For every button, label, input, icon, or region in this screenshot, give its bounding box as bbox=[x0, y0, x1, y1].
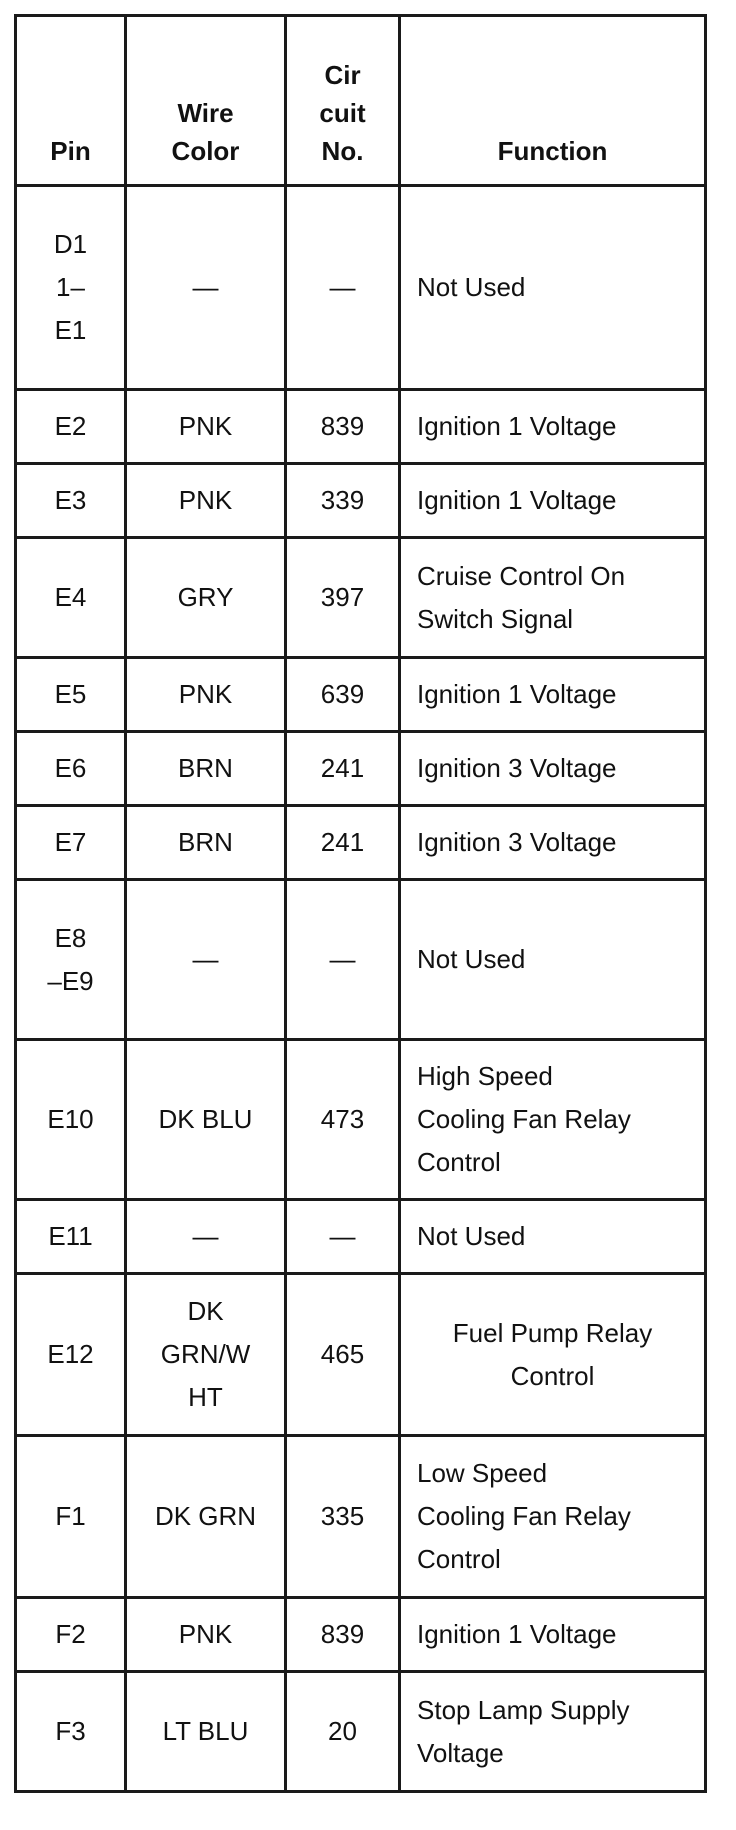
wire-color-cell bbox=[126, 1200, 286, 1274]
pin-cell-line: E2 bbox=[54, 411, 87, 441]
circuit-number-cell: 241 bbox=[286, 806, 400, 880]
wire-color-cell bbox=[126, 1274, 286, 1436]
function-cell-line: Ignition 1 Voltage bbox=[417, 1619, 617, 1649]
wire-color-cell bbox=[126, 880, 286, 1040]
circuit-number-cell: 465 bbox=[286, 1274, 400, 1436]
pin-cell bbox=[16, 1672, 126, 1792]
wire-color-cell-line: BRN bbox=[178, 753, 233, 783]
table-row bbox=[16, 1274, 706, 1436]
pin-cell bbox=[16, 880, 126, 1040]
pin-cell-line: E10 bbox=[47, 1104, 94, 1134]
function-cell bbox=[400, 1274, 706, 1436]
function-cell-line: Cooling Fan Relay bbox=[417, 1501, 631, 1531]
pin-cell-line: E7 bbox=[54, 827, 87, 857]
pin-cell-line: 1– bbox=[56, 272, 85, 302]
wire-color-cell-line: PNK bbox=[178, 485, 233, 515]
function-cell bbox=[400, 1672, 706, 1792]
pin-cell bbox=[16, 658, 126, 732]
table-row bbox=[16, 658, 706, 732]
function-cell-line: Control bbox=[510, 1360, 595, 1391]
pin-cell-line: E3 bbox=[54, 485, 87, 515]
header-wire-color-line: Wire bbox=[177, 98, 234, 128]
circuit-number-cell: 839 bbox=[286, 390, 400, 464]
wire-color-cell-line: GRN/W bbox=[160, 1339, 251, 1369]
pin-cell bbox=[16, 1598, 126, 1672]
function-cell bbox=[400, 1598, 706, 1672]
wire-color-cell-line: DK GRN bbox=[154, 1501, 257, 1531]
function-cell-line: Cooling Fan Relay bbox=[417, 1104, 631, 1134]
function-cell-line: Not Used bbox=[417, 944, 526, 974]
function-cell-line: Not Used bbox=[417, 272, 526, 302]
pin-cell-line: D1 bbox=[53, 229, 88, 259]
function-cell-line: Switch Signal bbox=[417, 603, 574, 634]
pin-cell-line: F3 bbox=[55, 1716, 86, 1746]
circuit-number-cell: 241 bbox=[286, 732, 400, 806]
table-header bbox=[16, 16, 706, 186]
pin-cell bbox=[16, 1436, 126, 1598]
function-cell bbox=[400, 732, 706, 806]
function-cell-line: Voltage bbox=[417, 1737, 504, 1768]
function-cell bbox=[400, 390, 706, 464]
wire-color-cell bbox=[126, 732, 286, 806]
table-row bbox=[16, 732, 706, 806]
header-circuit-number bbox=[286, 16, 400, 186]
pin-cell-line: E6 bbox=[54, 753, 87, 783]
pin-cell-line: F2 bbox=[55, 1619, 86, 1649]
pin-cell-line: E11 bbox=[48, 1221, 93, 1251]
header-circuit-line: Cir bbox=[324, 60, 361, 90]
pin-cell-line: F1 bbox=[55, 1501, 86, 1531]
pin-cell bbox=[16, 806, 126, 880]
function-cell-line: Ignition 3 Voltage bbox=[417, 827, 617, 857]
table-row bbox=[16, 1598, 706, 1672]
circuit-number-cell: 339 bbox=[286, 464, 400, 538]
pin-cell bbox=[16, 390, 126, 464]
header-function: Function bbox=[400, 16, 706, 186]
table-row bbox=[16, 1436, 706, 1598]
wire-color-cell-line: LT BLU bbox=[162, 1716, 249, 1746]
wire-color-cell-line: — bbox=[192, 944, 219, 974]
table-row bbox=[16, 1672, 706, 1792]
wire-color-cell bbox=[126, 1672, 286, 1792]
table-row bbox=[16, 390, 706, 464]
header-circuit-line: cuit bbox=[319, 98, 366, 128]
header-wire-color-line: Color bbox=[171, 136, 240, 166]
connector-pinout-table bbox=[14, 14, 707, 1793]
function-cell-line: Ignition 1 Voltage bbox=[417, 679, 617, 709]
pin-cell bbox=[16, 186, 126, 390]
wire-color-cell bbox=[126, 186, 286, 390]
table-row bbox=[16, 186, 706, 390]
wire-color-cell bbox=[126, 538, 286, 658]
pin-cell bbox=[16, 1200, 126, 1274]
pin-cell-line: –E9 bbox=[47, 965, 94, 996]
function-cell-line: Cruise Control On bbox=[417, 560, 626, 591]
function-cell bbox=[400, 806, 706, 880]
header-row bbox=[16, 16, 706, 186]
wire-color-cell-line: DK bbox=[187, 1296, 224, 1326]
wire-color-cell bbox=[126, 658, 286, 732]
table-row bbox=[16, 806, 706, 880]
wire-color-cell bbox=[126, 1598, 286, 1672]
function-cell bbox=[400, 464, 706, 538]
header-wire-color bbox=[126, 16, 286, 186]
function-cell-line: Ignition 1 Voltage bbox=[417, 411, 617, 441]
function-cell bbox=[400, 538, 706, 658]
wire-color-cell bbox=[126, 390, 286, 464]
pin-cell bbox=[16, 1274, 126, 1436]
pin-cell-line: E8 bbox=[54, 922, 87, 953]
wire-color-cell-line: PNK bbox=[178, 1619, 233, 1649]
table-row bbox=[16, 538, 706, 658]
wire-color-cell bbox=[126, 806, 286, 880]
circuit-number-cell: 639 bbox=[286, 658, 400, 732]
function-cell-line: Not Used bbox=[417, 1221, 526, 1251]
pin-cell-line: E12 bbox=[47, 1339, 94, 1369]
header-pin: Pin bbox=[16, 16, 126, 186]
function-cell-line: Low Speed bbox=[417, 1458, 548, 1488]
wire-color-cell-line: GRY bbox=[177, 582, 234, 612]
wire-color-cell bbox=[126, 464, 286, 538]
circuit-number-cell: — bbox=[286, 1200, 400, 1274]
function-cell-line: Ignition 3 Voltage bbox=[417, 753, 617, 783]
circuit-number-cell: 397 bbox=[286, 538, 400, 658]
wire-color-cell-line: — bbox=[192, 272, 219, 302]
pin-cell-line: E5 bbox=[54, 679, 87, 709]
wire-color-cell-line: — bbox=[192, 1221, 219, 1251]
circuit-number-cell: 473 bbox=[286, 1040, 400, 1200]
pin-cell bbox=[16, 732, 126, 806]
table-row bbox=[16, 1040, 706, 1200]
table-row bbox=[16, 1200, 706, 1274]
circuit-number-cell: 839 bbox=[286, 1598, 400, 1672]
circuit-number-cell: 335 bbox=[286, 1436, 400, 1598]
table-body bbox=[16, 186, 706, 1792]
wire-color-cell-line: HT bbox=[188, 1382, 223, 1412]
wire-color-cell bbox=[126, 1436, 286, 1598]
circuit-number-cell: — bbox=[286, 186, 400, 390]
header-circuit-line: No. bbox=[321, 136, 364, 166]
function-cell-line: Control bbox=[417, 1147, 501, 1177]
function-cell bbox=[400, 1040, 706, 1200]
circuit-number-cell: — bbox=[286, 880, 400, 1040]
function-cell-line: Ignition 1 Voltage bbox=[417, 485, 617, 515]
function-cell bbox=[400, 658, 706, 732]
pin-cell bbox=[16, 1040, 126, 1200]
function-cell-line: Stop Lamp Supply bbox=[417, 1694, 630, 1725]
wire-color-cell-line: BRN bbox=[178, 827, 233, 857]
circuit-number-cell: 20 bbox=[286, 1672, 400, 1792]
function-cell bbox=[400, 880, 706, 1040]
table-row bbox=[16, 464, 706, 538]
pin-cell bbox=[16, 538, 126, 658]
pin-cell-line: E4 bbox=[54, 582, 87, 612]
function-cell bbox=[400, 186, 706, 390]
pin-cell-line: E1 bbox=[54, 315, 87, 345]
table-row bbox=[16, 880, 706, 1040]
wire-color-cell-line: PNK bbox=[178, 679, 233, 709]
pin-cell bbox=[16, 464, 126, 538]
wire-color-cell bbox=[126, 1040, 286, 1200]
wire-color-cell-line: PNK bbox=[178, 411, 233, 441]
function-cell bbox=[400, 1200, 706, 1274]
wire-color-cell-line: DK BLU bbox=[158, 1104, 253, 1134]
function-cell bbox=[400, 1436, 706, 1598]
function-cell-line: High Speed bbox=[417, 1061, 553, 1091]
function-cell-line: Control bbox=[417, 1544, 501, 1574]
function-cell-line: Fuel Pump Relay bbox=[452, 1317, 653, 1348]
